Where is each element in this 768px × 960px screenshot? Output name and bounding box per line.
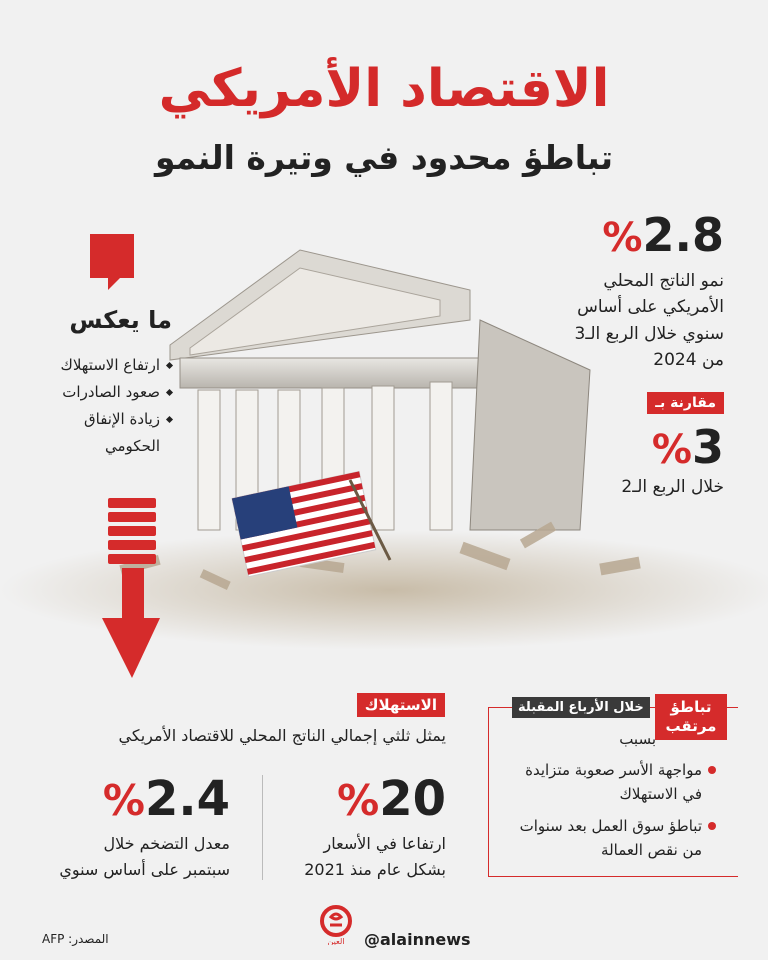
- inflation-description: [59, 831, 230, 882]
- slowdown-badge: [655, 694, 727, 740]
- gdp-description-line: سنوي خلال الربع الـ3: [574, 323, 724, 344]
- gdp-stat: [602, 208, 724, 262]
- comparison-unit: %: [651, 427, 692, 473]
- comparison-stat: [651, 420, 724, 474]
- price-line: ارتفاعا في الأسعار: [323, 834, 446, 853]
- gdp-description-line: الأمريكي على أساس: [577, 297, 724, 318]
- page-title: الاقتصاد الأمريكي: [158, 59, 610, 119]
- al-ain-logo: [318, 905, 354, 945]
- list-item: الحكومي: [105, 437, 160, 455]
- inflation-number: 2.4: [144, 771, 230, 827]
- comparison-description: خلال الربع الـ2: [621, 477, 724, 497]
- gdp-description: [575, 268, 724, 373]
- inflation-stat: [102, 771, 230, 827]
- source-label: المصدر: AFP: [42, 932, 109, 946]
- list-item: زيادة الإنفاق: [22, 406, 172, 433]
- comparison-number: 3: [691, 420, 724, 474]
- list-item: ارتفاع الاستهلاك: [22, 352, 172, 379]
- slowdown-badge-line: مرتقب: [665, 716, 717, 735]
- down-arrow-icon: [100, 498, 160, 678]
- consumption-text: يمثل ثلثي إجمالي الناتج المحلي للاقتصاد الأمريكي: [118, 726, 446, 745]
- logo-text: العين: [327, 937, 345, 945]
- comparison-badge-wrap: [647, 392, 724, 414]
- comparison-value: [651, 420, 724, 474]
- slowdown-list: [506, 758, 716, 870]
- gdp-number: 2.8: [642, 208, 724, 262]
- divider: [262, 775, 263, 880]
- gdp-description-line: من 2024: [653, 350, 724, 371]
- slowdown-badge-line: تباطؤ: [670, 698, 712, 716]
- list-item: تباطؤ سوق العمل بعد سنوات من نقص العمالة: [506, 814, 716, 862]
- gdp-value: [602, 208, 724, 262]
- price-line: بشكل عام منذ 2021: [304, 859, 446, 879]
- inflation-line: معدل التضخم خلال: [103, 834, 230, 853]
- because-label: بسبب: [619, 730, 656, 748]
- price-stat: [337, 771, 446, 827]
- gdp-description-line: نمو الناتج المحلي: [603, 271, 724, 291]
- quarters-badge: خلال الأرباع المقبلة: [512, 697, 650, 718]
- price-number: 20: [379, 771, 446, 827]
- price-value: [337, 771, 446, 827]
- speech-bubble-icon: [90, 234, 134, 278]
- price-description: [304, 831, 446, 882]
- consumption-badge: الاستهلاك: [357, 693, 445, 717]
- list-item: مواجهة الأسر صعوبة متزايدة في الاستهلاك: [506, 758, 716, 806]
- inflation-unit: %: [102, 776, 145, 825]
- gdp-unit: %: [602, 215, 643, 261]
- reflects-list: [22, 352, 172, 460]
- inflation-value: [103, 771, 230, 827]
- comparison-badge: مقارنة بـ: [647, 392, 724, 414]
- inflation-line: سبتمبر على أساس سنوي: [59, 859, 230, 879]
- social-handle: @alainnews: [364, 930, 471, 949]
- list-item: صعود الصادرات: [22, 379, 172, 406]
- reflects-title: ما يعكس: [69, 306, 172, 334]
- page-subtitle: تباطؤ محدود في وتيرة النمو: [154, 138, 614, 177]
- price-unit: %: [337, 776, 380, 825]
